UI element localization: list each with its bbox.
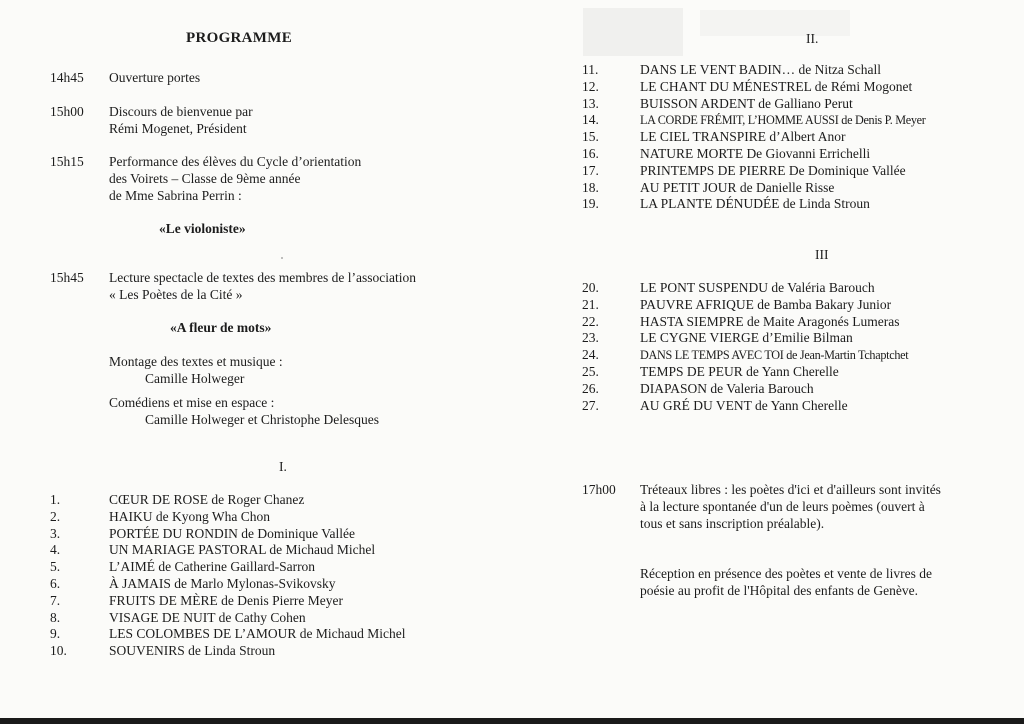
list-item (582, 364, 908, 381)
item-number: 9. (50, 626, 61, 642)
scan-edge (0, 718, 1024, 724)
item-number: 1. (50, 492, 61, 507)
item-text: AU GRÉ DU VENT de Yann Cherelle (640, 397, 848, 413)
item-text: LE CIEL TRANSPIRE d’Albert Anor (640, 129, 846, 145)
item-number: 24. (582, 347, 599, 363)
item-text: HASTA SIEMPRE de Maite Aragonés Lumeras (640, 313, 900, 329)
schedule-text: à la lecture spontanée d'un de leurs poèmes (ouvert à (640, 499, 925, 514)
item-text: LA CORDE FRÉMIT, L’HOMME AUSSI de Denis P. Meyer (640, 113, 926, 128)
item-number: 17. (582, 162, 599, 178)
item-number: 18. (582, 179, 599, 195)
item-text: À JAMAIS de Marlo Mylonas-Svikovsky (109, 575, 336, 591)
background-smudge (700, 10, 850, 36)
item-text: LE CYGNE VIERGE d’Emilie Bilman (640, 330, 853, 346)
section-heading: II. (806, 31, 819, 46)
item-text: L’AIMÉ de Catherine Gaillard-Sarron (109, 559, 316, 575)
schedule-text: Performance des élèves du Cycle d’orientation (109, 154, 362, 169)
schedule-text: tous et sans inscription préalable). (640, 516, 825, 531)
item-text: DANS LE VENT BADIN… de Nitza Schall (640, 62, 881, 77)
item-number: 16. (582, 145, 599, 161)
list-item (50, 526, 406, 543)
poem-list-section-3 (582, 280, 908, 414)
item-text: LES COLOMBES DE L’AMOUR de Michaud Michel (109, 626, 406, 642)
item-number: 5. (50, 559, 61, 575)
item-text: CŒUR DE ROSE de Roger Chanez (109, 492, 305, 507)
item-number: 13. (582, 95, 599, 111)
credit-name: Camille Holweger (145, 371, 245, 386)
item-text: DIAPASON de Valeria Barouch (640, 380, 814, 396)
item-text: HAIKU de Kyong Wha Chon (109, 508, 270, 524)
schedule-text: des Voirets – Classe de 9ème année (109, 171, 301, 186)
item-text: LE CHANT DU MÉNESTREL de Rémi Mogonet (640, 78, 913, 94)
list-item (582, 146, 926, 163)
item-text: VISAGE DE NUIT de Cathy Cohen (109, 609, 306, 625)
poem-list-section-2 (582, 62, 926, 213)
item-text: NATURE MORTE De Giovanni Errichelli (640, 145, 871, 161)
list-item (50, 593, 406, 610)
item-text: SOUVENIRS de Linda Stroun (109, 643, 276, 659)
list-item (582, 79, 926, 96)
item-text: LE PONT SUSPENDU de Valéria Barouch (640, 280, 875, 295)
list-item (582, 112, 926, 129)
list-item (50, 576, 406, 593)
schedule-text: Tréteaux libres : les poètes d'ici et d'ailleurs sont invités (640, 482, 941, 497)
credit-label: Montage des textes et musique : (109, 354, 283, 369)
schedule-time: 15h00 (50, 104, 84, 119)
list-item (582, 62, 926, 79)
item-number: 12. (582, 78, 599, 94)
list-item (582, 314, 908, 331)
schedule-text: « Les Poètes de la Cité » (109, 287, 243, 302)
list-item (582, 163, 926, 180)
list-item (582, 381, 908, 398)
item-text: DANS LE TEMPS AVEC TOI de Jean-Martin Tchaptchet (640, 348, 909, 363)
schedule-time: 14h45 (50, 70, 84, 85)
schedule-time: 15h15 (50, 154, 84, 169)
reception-text: Réception en présence des poètes et vente de livres de (640, 566, 933, 581)
list-item (582, 330, 908, 347)
item-number: 25. (582, 363, 599, 379)
item-number: 7. (50, 592, 61, 608)
schedule-time: 15h45 (50, 270, 84, 285)
item-text: LA PLANTE DÉNUDÉE de Linda Stroun (640, 196, 870, 212)
list-item (582, 180, 926, 197)
section-heading: I. (279, 459, 287, 474)
item-number: 3. (50, 525, 61, 541)
item-text: PRINTEMPS DE PIERRE De Dominique Vallée (640, 162, 906, 178)
list-item (50, 643, 406, 660)
item-number: 14. (582, 112, 599, 128)
item-number: 10. (50, 643, 67, 659)
schedule-text: Rémi Mogenet, Président (109, 121, 247, 136)
schedule-text: Discours de bienvenue par (109, 104, 253, 119)
item-number: 11. (582, 62, 599, 77)
page-title: PROGRAMME (186, 30, 293, 46)
section-heading: III (815, 247, 829, 262)
item-text: PAUVRE AFRIQUE de Bamba Bakary Junior (640, 296, 892, 312)
poem-list-section-1 (50, 492, 406, 660)
item-number: 26. (582, 380, 599, 396)
list-item (582, 347, 908, 364)
performance-title: «Le violoniste» (159, 221, 246, 236)
list-item (50, 542, 406, 559)
item-text: PORTÉE DU RONDIN de Dominique Vallée (109, 525, 356, 541)
item-number: 6. (50, 575, 61, 591)
item-text: FRUITS DE MÈRE de Denis Pierre Meyer (109, 592, 343, 608)
list-item (50, 610, 406, 627)
item-number: 22. (582, 313, 599, 329)
item-number: 8. (50, 609, 61, 625)
item-number: 23. (582, 330, 599, 346)
schedule-text: de Mme Sabrina Perrin : (109, 188, 242, 203)
item-text: UN MARIAGE PASTORAL de Michaud Michel (109, 542, 376, 558)
item-number: 4. (50, 542, 61, 558)
performance-title: «A fleur de mots» (170, 320, 272, 335)
list-item (582, 196, 926, 213)
item-number: 20. (582, 280, 599, 295)
item-text: TEMPS DE PEUR de Yann Cherelle (640, 363, 839, 379)
item-number: 27. (582, 397, 599, 413)
speck (281, 257, 283, 259)
schedule-text: Lecture spectacle de textes des membres de l’association (109, 270, 416, 285)
list-item (582, 129, 926, 146)
item-number: 21. (582, 296, 599, 312)
list-item (582, 398, 908, 415)
reception-text: poésie au profit de l'Hôpital des enfants de Genève. (640, 583, 918, 598)
list-item (50, 626, 406, 643)
item-number: 19. (582, 196, 599, 212)
list-item (50, 559, 406, 576)
list-item (582, 96, 926, 113)
schedule-time: 17h00 (582, 482, 616, 497)
schedule-text: Ouverture portes (109, 70, 201, 85)
background-smudge (583, 8, 683, 56)
item-number: 15. (582, 129, 599, 145)
list-item (50, 492, 406, 509)
list-item (582, 280, 908, 297)
list-item (582, 297, 908, 314)
item-text: BUISSON ARDENT de Galliano Perut (640, 95, 853, 111)
list-item (50, 509, 406, 526)
credit-name: Camille Holweger et Christophe Delesques (145, 412, 379, 427)
item-text: AU PETIT JOUR de Danielle Risse (640, 179, 835, 195)
credit-label: Comédiens et mise en espace : (109, 395, 275, 410)
item-number: 2. (50, 508, 61, 524)
